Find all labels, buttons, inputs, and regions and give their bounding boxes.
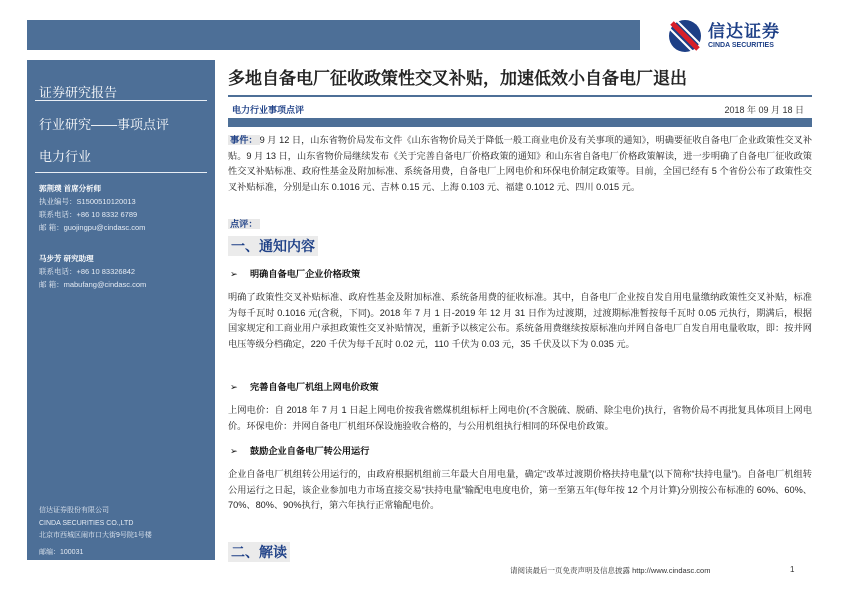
- event-label: 事件：: [230, 135, 258, 145]
- section-1-heading: 一、通知内容: [228, 236, 318, 256]
- comment-label: 点评：: [230, 219, 258, 229]
- event-paragraph: 事件： 9 月 12 日，山东省物价局发布文件《山东省物价局关于降低一般工商业电价及有关事项的通知》，明确要征收自备电厂企业政策性交叉补贴。9 月 13 日，山东省物价局继续发布《关于完善自备电厂价格政策的通知》和山东省自备电厂价格政策解读，进一步明确了自备电厂征收政策性交叉补贴标准、政府性基金及附加标准、系统备用费，自备电厂上网电价和环保电价制定政策等。目前，全国已经有 5 个省份公布了政策性交叉补贴标准，分别是山东 0.1016 元、吉林 0.15 元、上海 0.103 元、福建 0.1012 元、四川 0.015 元。: [228, 135, 813, 192]
- bullet-paragraph: 明确了政策性交叉补贴标准、政府性基金及附加标准、系统备用费的征收标准。其中，自备电厂企业按自发自用电量缴纳政策性交叉补贴，标准为每千瓦时 0.1016 元(含税，下同)。2018 年 7 月 1 日-2019 年 12 月 31 日作为过渡期，过渡期标准暂按每千瓦时 0.05 元执行，期满后，根据国家规定和工商业用户承担政策性交叉补贴情况，重新予以核定公布。系统备用费继续按原标准向并网自备电厂自发自用电量收取，即：按并网电压等级分档确定，220 千伏为每千瓦时 0.02 元，110 千伏为 0.03 元，35 千伏及以下为 0.035 元。: [228, 292, 812, 349]
- logo-en: CINDA SECURITIES: [708, 42, 774, 49]
- author-email[interactable]: 邮 箱：guojingpu@cindasc.com: [39, 223, 146, 232]
- sidebar-category: 行业研究——事项点评: [39, 117, 170, 132]
- sidebar-report-type: 证券研究报告: [39, 85, 118, 100]
- cinda-logo: [668, 18, 808, 54]
- section-2-heading: 二、解读: [228, 542, 290, 562]
- report-date: 2018 年 09 月 18 日: [724, 105, 804, 115]
- bullet-heading: ➢ 鼓励企业自备电厂转公用运行: [230, 446, 370, 456]
- cinda-logo-icon: [668, 19, 702, 53]
- logo-cn: 信达证券: [708, 22, 780, 41]
- bullet-paragraph: 企业自备电厂机组转公用运行的，由政府根据机组前三年最大自用电量，确定“改革过渡期价格扶持电量”(以下简称“扶持电量”)。自备电厂机组转公用运行之日起，该企业参加电力市场直接交易“扶持电量”输配电电度电价，第一至第五年(每年按 12 个月计算)分别按公布标准的 60%、60%、70%、80%、90%执行，第六年执行正常输配电价。: [228, 469, 812, 510]
- author-email[interactable]: 邮 箱：mabufang@cindasc.com: [39, 280, 147, 289]
- author-2: 马步芳 研究助理 联系电话：+86 10 83326842 邮 箱：mabufang@cindasc.com: [39, 254, 147, 289]
- divider: [35, 172, 207, 173]
- author-1: 郭荆璞 首席分析师 执业编号：S1500510120013 联系电话：+86 10 8332 6789 邮 箱：guojingpu@cindasc.com: [39, 184, 146, 232]
- report-subtitle: 电力行业事项点评: [232, 106, 305, 116]
- divider: [35, 100, 207, 101]
- subheader-bar: [228, 118, 812, 127]
- company-info: 信达证券股份有限公司 CINDA SECURITIES CO.,LTD 北京市西城区闹市口大街9号院1号楼 邮编：100031: [39, 507, 152, 556]
- page-number: 1: [790, 565, 795, 574]
- bullet-heading: ➢ 完善自备电厂机组上网电价政策: [230, 382, 379, 392]
- bullet-heading: ➢ 明确自备电厂企业价格政策: [230, 269, 361, 279]
- footer-disclaimer[interactable]: 请阅读最后一页免责声明及信息披露 http://www.cindasc.com: [510, 566, 711, 575]
- sidebar: [27, 60, 215, 560]
- arrow-bullet-icon: ➢: [230, 382, 238, 392]
- arrow-bullet-icon: ➢: [230, 269, 238, 279]
- report-title: 多地自备电厂征收政策性交叉补贴，加速低效小自备电厂退出: [228, 69, 687, 88]
- bullet-paragraph: 上网电价：自 2018 年 7 月 1 日起上网电价按我省燃煤机组标杆上网电价(不含脱硫、脱硝、除尘电价)执行，省物价局不再批复具体项目上网电价。环保电价：并网自备电厂机组环保设施验收合格的，与公用机组执行相同的环保电价政策。: [228, 405, 812, 431]
- arrow-bullet-icon: ➢: [230, 446, 238, 456]
- header-bar: [27, 20, 640, 50]
- sidebar-industry: 电力行业: [39, 149, 92, 164]
- divider: [228, 95, 812, 97]
